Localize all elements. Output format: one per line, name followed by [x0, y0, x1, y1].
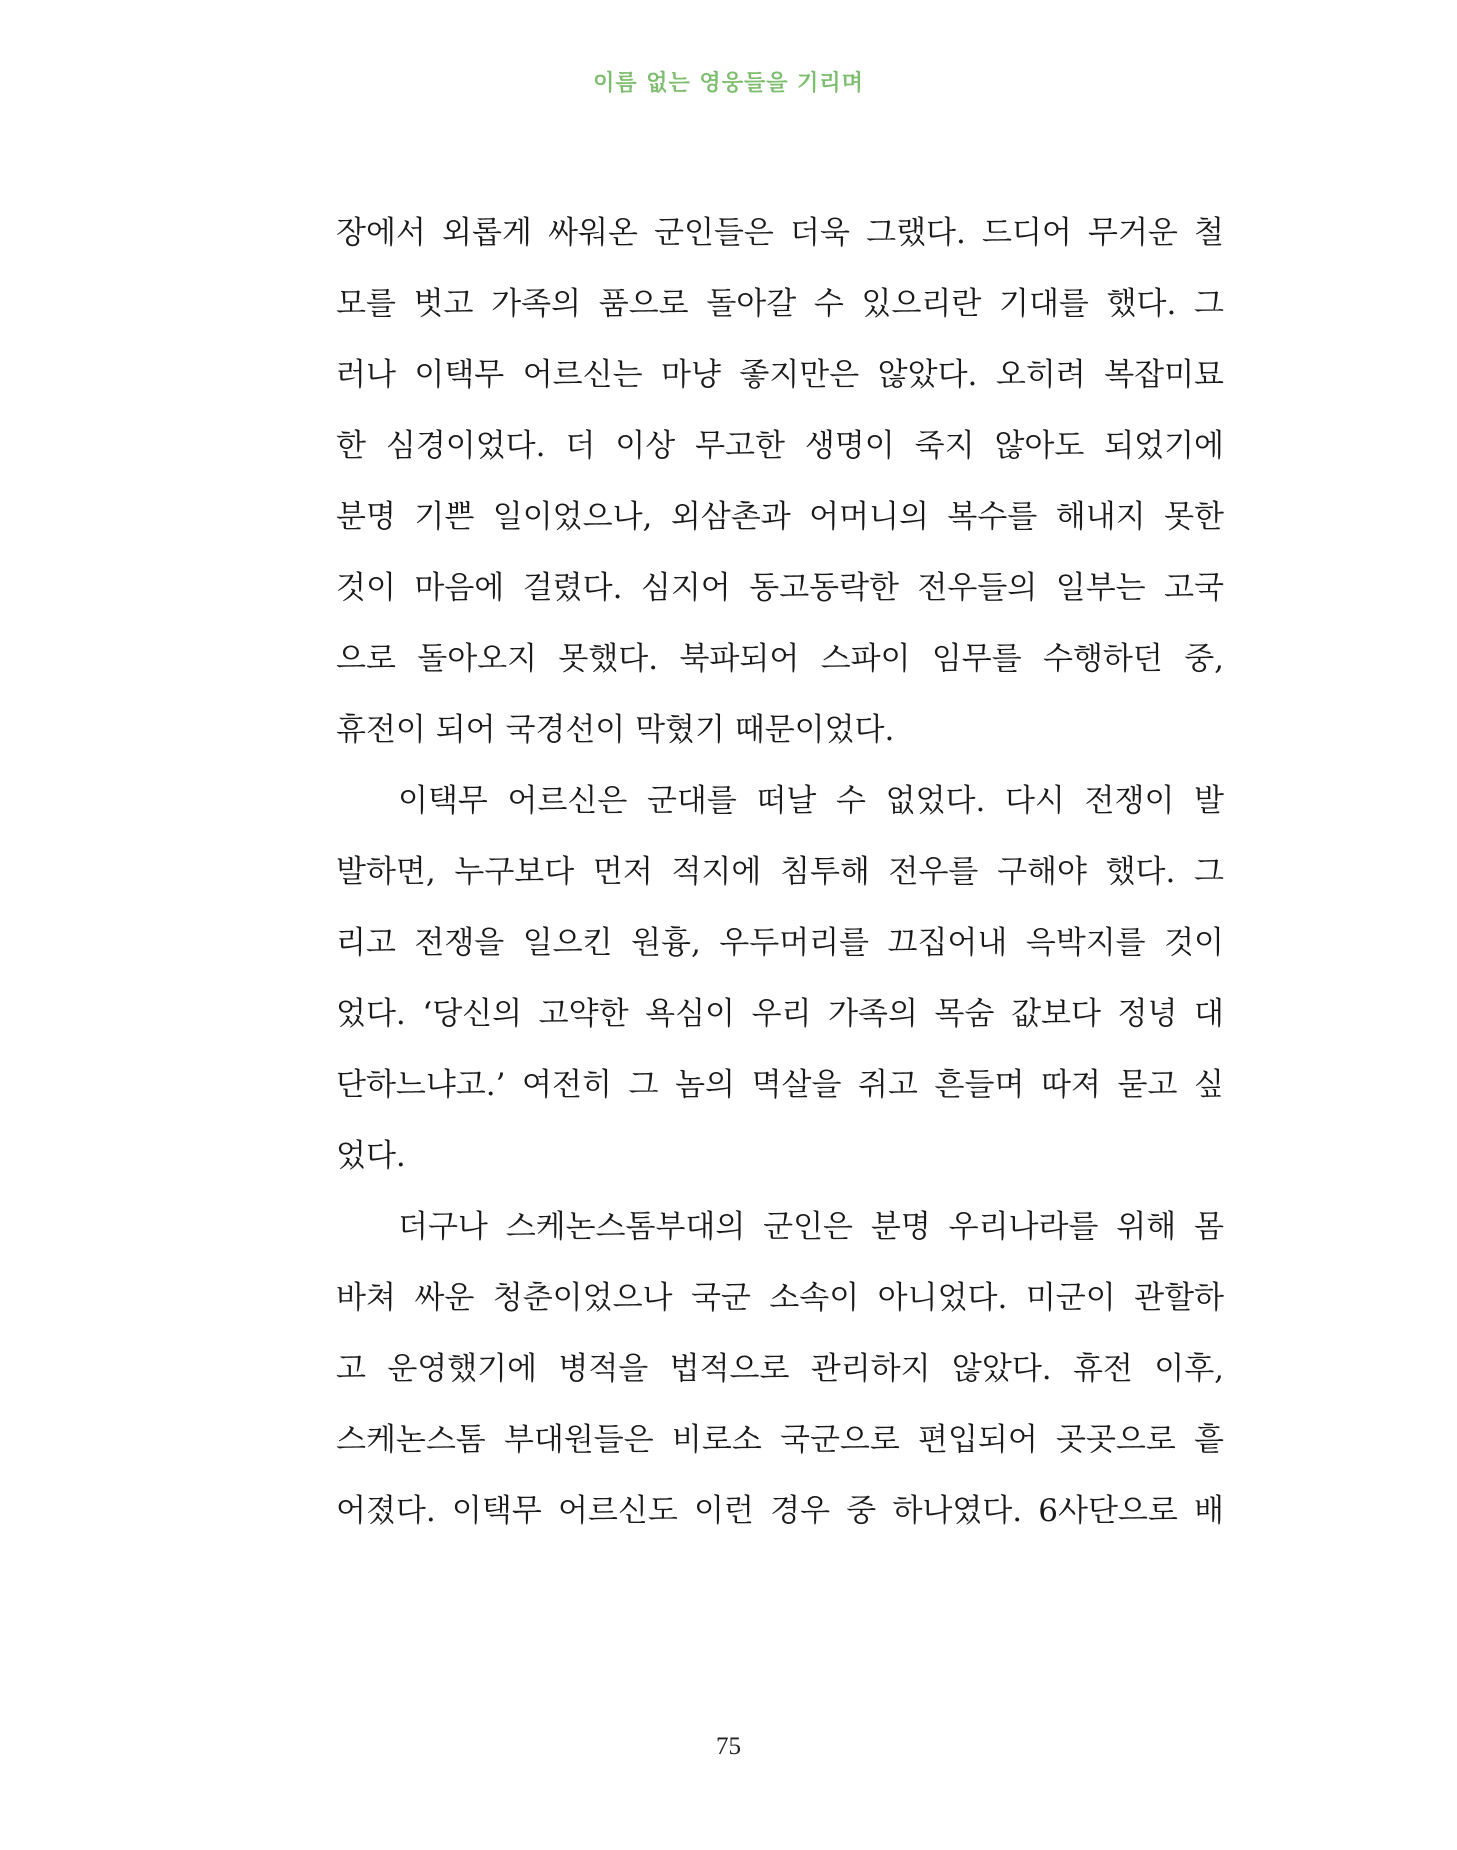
- body-text: [336, 198, 1224, 1547]
- paragraph-3: [336, 1192, 1224, 1547]
- text-line: 어졌다. 이택무 어르신도 이런 경우 중 하나였다. 6사단으로 배: [336, 1493, 1224, 1529]
- text-line: 발하면, 누구보다 먼저 적지에 침투해 전우를 구해야 했다. 그: [336, 854, 1224, 890]
- text-line: 으로 돌아오지 못했다. 북파되어 스파이 임무를 수행하던 중,: [336, 641, 1224, 677]
- text-line: 바쳐 싸운 청춘이었으나 국군 소속이 아니었다. 미군이 관할하: [336, 1280, 1224, 1316]
- paragraph-2: [336, 766, 1224, 1192]
- text-line: 더구나 스케논스톰부대의 군인은 분명 우리나라를 위해 몸: [398, 1209, 1224, 1245]
- text-line: 모를 벗고 가족의 품으로 돌아갈 수 있으리란 기대를 했다. 그: [336, 286, 1224, 322]
- text-line: 한 심경이었다. 더 이상 무고한 생명이 죽지 않아도 되었기에: [336, 428, 1224, 464]
- text-line: 었다. ‘당신의 고약한 욕심이 우리 가족의 목숨 값보다 정녕 대: [336, 996, 1224, 1032]
- text-line: 스케논스톰 부대원들은 비로소 국군으로 편입되어 곳곳으로 흩: [336, 1422, 1224, 1458]
- text-line: 었다.: [336, 1138, 406, 1174]
- text-line: 장에서 외롭게 싸워온 군인들은 더욱 그랬다. 드디어 무거운 철: [336, 215, 1224, 251]
- running-header: 이름 없는 영웅들을 기리며: [593, 71, 864, 96]
- text-line: 이택무 어르신은 군대를 떠날 수 없었다. 다시 전쟁이 발: [398, 783, 1224, 819]
- text-line: 고 운영했기에 병적을 법적으로 관리하지 않았다. 휴전 이후,: [336, 1351, 1224, 1387]
- text-line: 것이 마음에 걸렸다. 심지어 동고동락한 전우들의 일부는 고국: [336, 570, 1224, 606]
- text-line: 분명 기쁜 일이었으나, 외삼촌과 어머니의 복수를 해내지 못한: [336, 499, 1224, 535]
- text-line: 휴전이 되어 국경선이 막혔기 때문이었다.: [336, 712, 895, 748]
- paragraph-1: [336, 198, 1224, 766]
- text-line: 리고 전쟁을 일으킨 원흉, 우두머리를 끄집어내 윽박지를 것이: [336, 925, 1224, 961]
- text-line: 러나 이택무 어르신는 마냥 좋지만은 않았다. 오히려 복잡미묘: [336, 357, 1224, 393]
- text-line: 단하느냐고.’ 여전히 그 놈의 멱살을 쥐고 흔들며 따져 묻고 싶: [336, 1067, 1224, 1103]
- page-number: 75: [716, 1733, 741, 1760]
